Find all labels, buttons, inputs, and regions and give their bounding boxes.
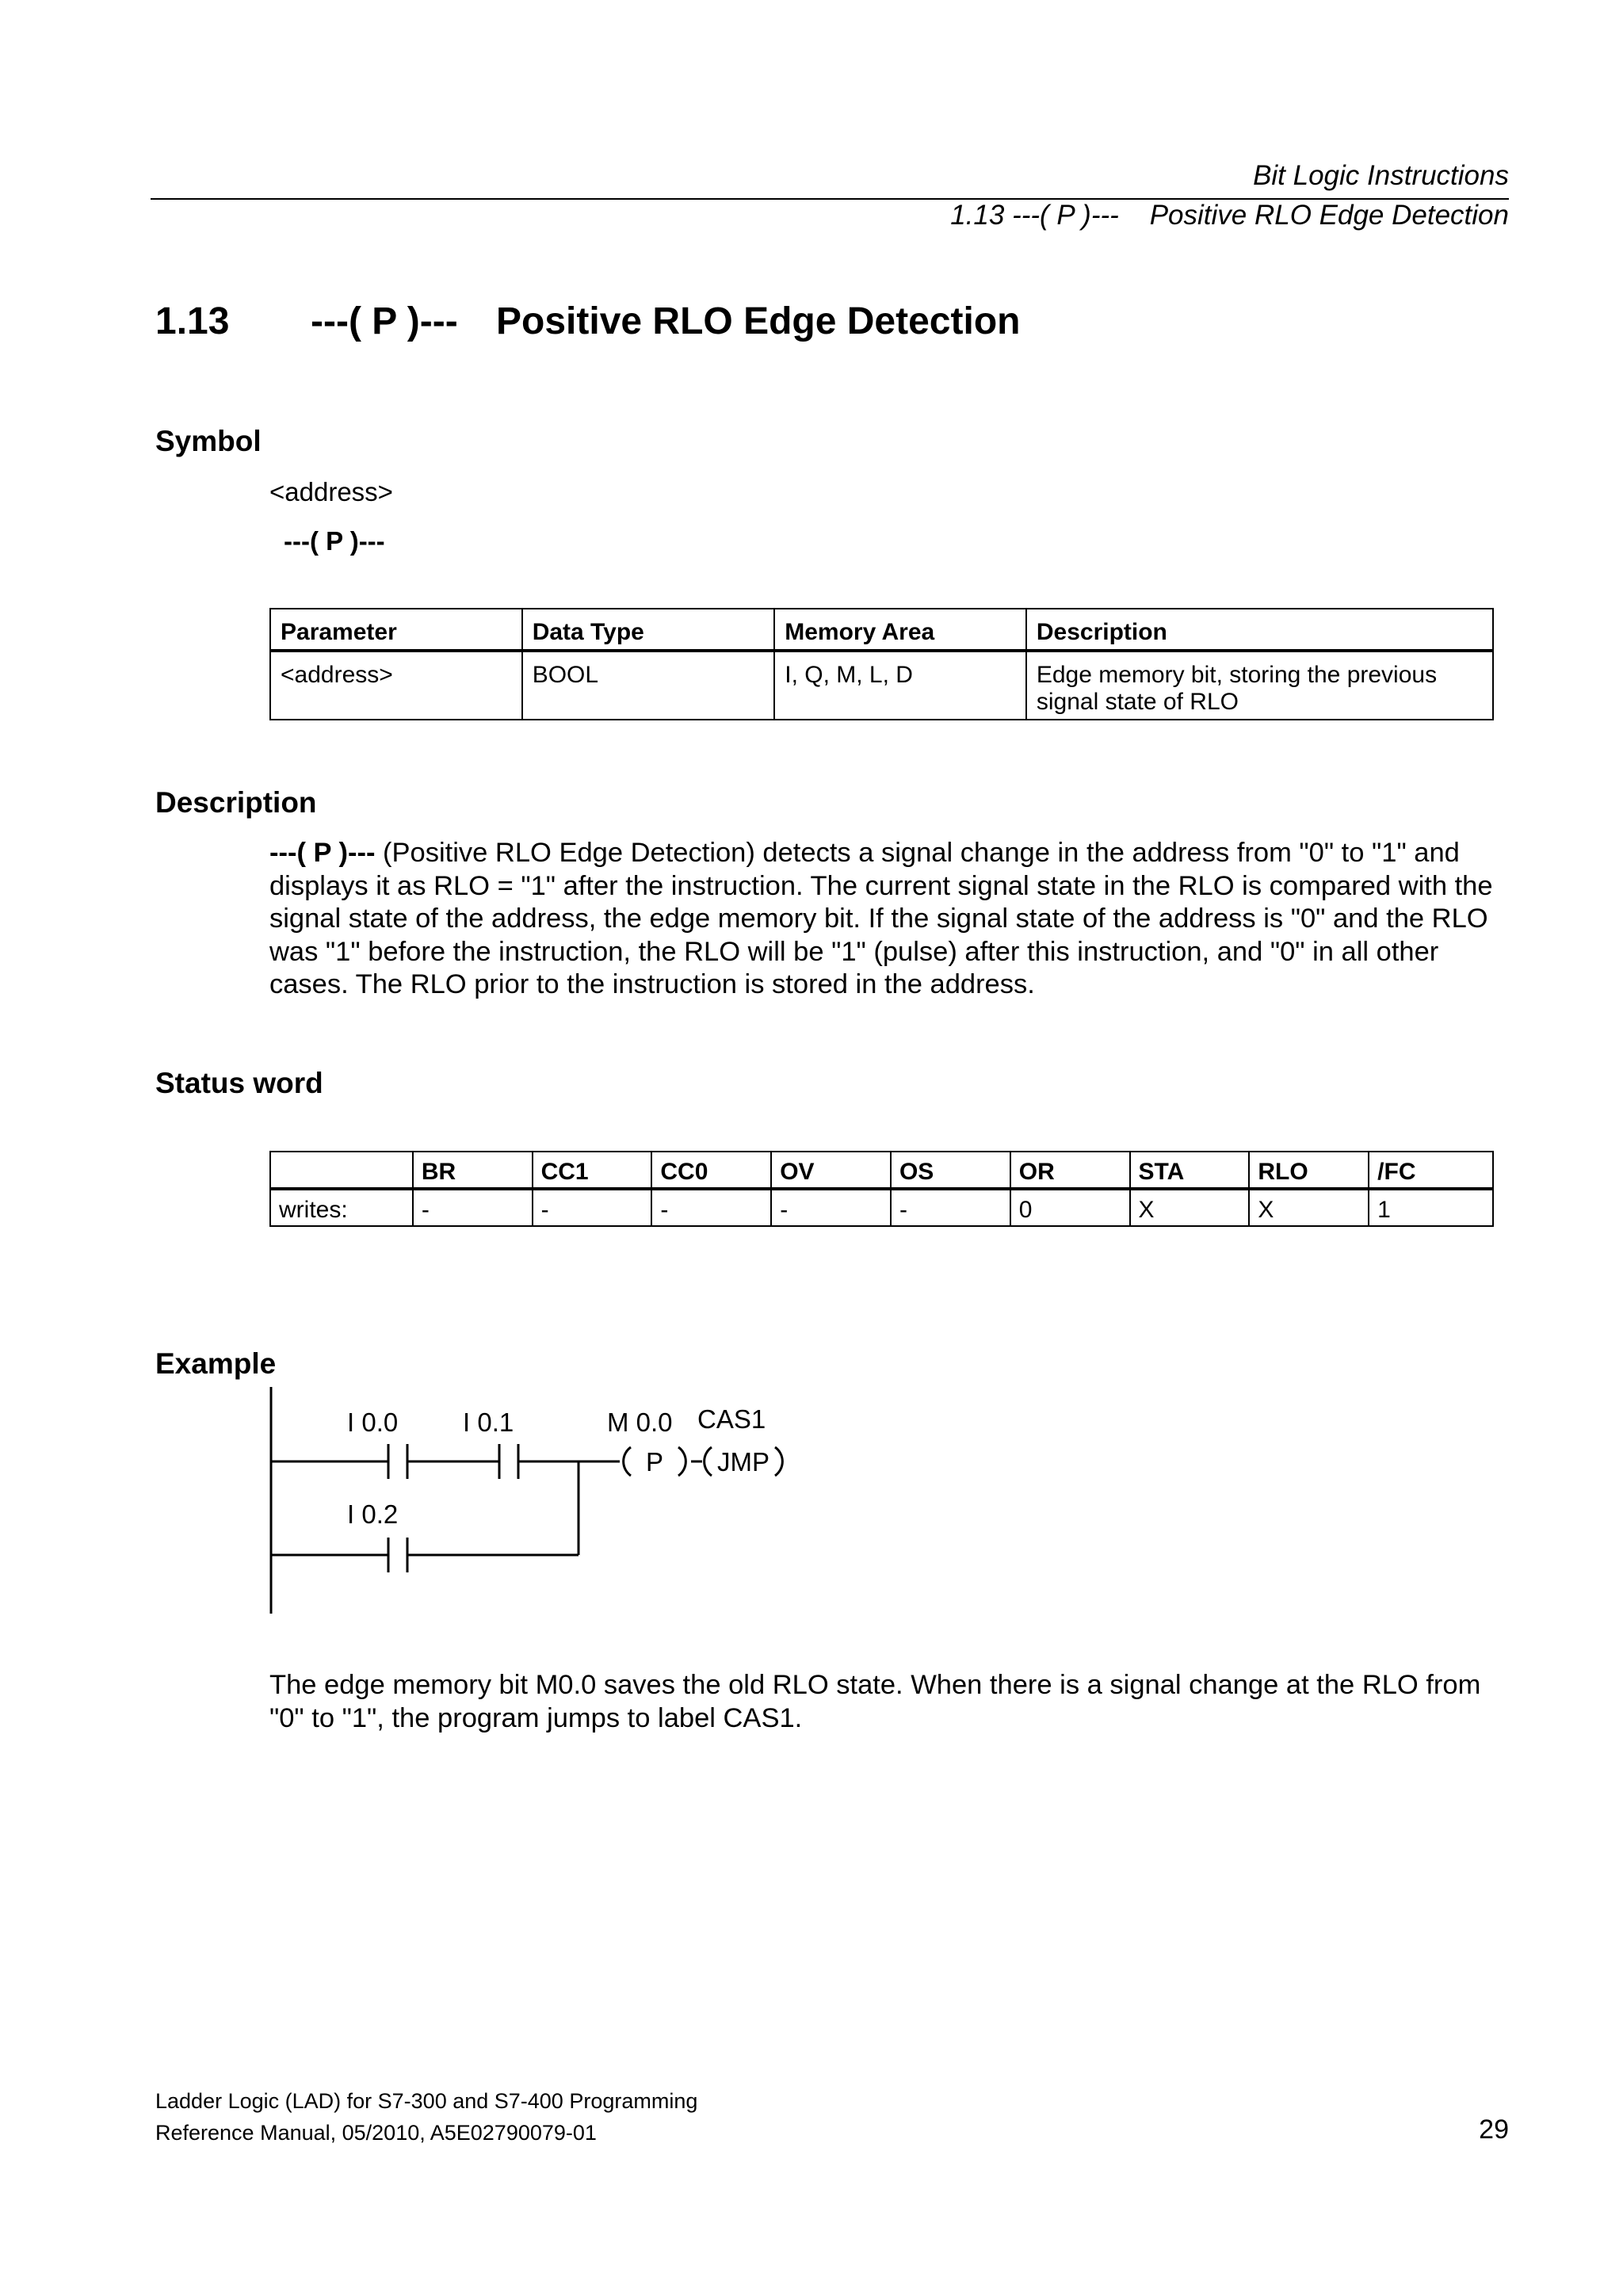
- symbol-heading: Symbol: [155, 425, 262, 457]
- status-cell-fc: 1: [1369, 1189, 1493, 1226]
- status-header-cc0: CC0: [651, 1152, 771, 1189]
- status-header-or: OR: [1010, 1152, 1130, 1189]
- jump-label: CAS1: [697, 1404, 766, 1434]
- status-cell-cc0: -: [651, 1189, 771, 1226]
- contact-i01-label: I 0.1: [463, 1408, 514, 1437]
- cell-description: Edge memory bit, storing the previous signal state of RLO: [1026, 651, 1493, 720]
- status-cell-br: -: [413, 1189, 533, 1226]
- description-text: (Positive RLO Edge Detection) detects a signal change in the address from "0" to "1" and displays it as RLO = "1" after the instruction. The current signal state in the RLO is compared with the signal state of the address, the edge memory bit. If the signal state of the address is "0" and the RLO was "1" before the instruction, the RLO will be "1" (pulse) after this instruction, and "0" in all other cases. The RLO prior to the instruction is stored in the address.: [269, 838, 1493, 999]
- example-paragraph: The edge memory bit M0.0 saves the old RLO state. When there is a signal change at the RLO from "0" to "1", the program jumps to label CAS1.: [269, 1670, 1481, 1733]
- jump-coil-left-arc: [705, 1447, 712, 1476]
- status-header-ov: OV: [771, 1152, 891, 1189]
- status-header-br: BR: [413, 1152, 533, 1189]
- description-heading: Description: [155, 786, 317, 819]
- cell-memory-area: I, Q, M, L, D: [774, 651, 1026, 720]
- cell-parameter: <address>: [270, 651, 522, 720]
- status-word-heading: Status word: [155, 1067, 323, 1099]
- status-cell-sta: X: [1130, 1189, 1250, 1226]
- contact-i02-label: I 0.2: [347, 1499, 399, 1529]
- col-header-data-type: Data Type: [522, 609, 775, 651]
- status-header-os: OS: [891, 1152, 1010, 1189]
- status-cell-cc1: -: [533, 1189, 652, 1226]
- status-header-fc: /FC: [1369, 1152, 1493, 1189]
- status-cell-or: 0: [1010, 1189, 1130, 1226]
- status-cell-rlo: X: [1249, 1189, 1369, 1226]
- example-heading: Example: [155, 1347, 277, 1380]
- cell-data-type: BOOL: [522, 651, 775, 720]
- running-header-section: 1.13 ---( P )--- Positive RLO Edge Detection: [950, 200, 1509, 231]
- status-cell-os: -: [891, 1189, 1010, 1226]
- page-number: 29: [1479, 2115, 1509, 2145]
- symbol-instruction: ---( P )---: [284, 526, 385, 556]
- status-header-cc1: CC1: [533, 1152, 652, 1189]
- jump-coil-right-arc: [775, 1447, 782, 1476]
- col-header-description: Description: [1026, 609, 1493, 651]
- contact-i00-label: I 0.0: [347, 1408, 399, 1437]
- symbol-address: <address>: [269, 477, 393, 506]
- description-lead: ---( P )---: [269, 838, 376, 868]
- edge-address-label: M 0.0: [607, 1408, 673, 1437]
- heading-title: Positive RLO Edge Detection: [496, 300, 1021, 342]
- heading-symbol: ---( P )---: [311, 300, 458, 342]
- edge-coil-left-arc: [624, 1447, 631, 1476]
- footer-title: Ladder Logic (LAD) for S7-300 and S7-400 Programming: [155, 2089, 698, 2113]
- col-header-parameter: Parameter: [270, 609, 522, 651]
- edge-coil-right-arc: [678, 1447, 685, 1476]
- col-header-memory-area: Memory Area: [774, 609, 1026, 651]
- jump-coil-label: JMP: [717, 1447, 769, 1477]
- status-cell-writes: writes:: [270, 1189, 413, 1226]
- status-header-sta: STA: [1130, 1152, 1250, 1189]
- heading-number: 1.13: [155, 300, 230, 342]
- footer-reference: Reference Manual, 05/2010, A5E02790079-01: [155, 2121, 597, 2145]
- running-header-chapter: Bit Logic Instructions: [1253, 160, 1509, 191]
- status-header-rlo: RLO: [1249, 1152, 1369, 1189]
- edge-coil-label: P: [645, 1447, 664, 1477]
- status-cell-ov: -: [771, 1189, 891, 1226]
